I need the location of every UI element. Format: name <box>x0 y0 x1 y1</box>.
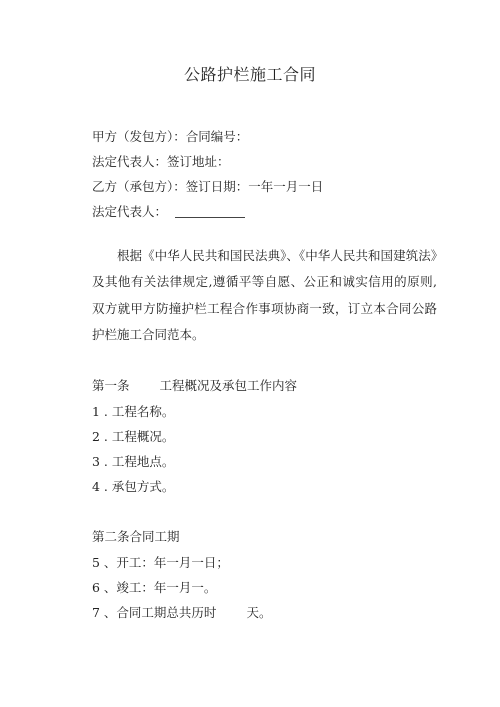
legal-rep-b-line <box>92 202 245 220</box>
document-title: 公路护栏施工合同 <box>183 65 316 84</box>
section-1-item: 3 . 工程地点。 <box>92 454 175 469</box>
legal-rep-b-label: 法定代表人： <box>92 204 168 219</box>
duration-unit: 天。 <box>246 605 272 620</box>
section-2-item: 5 、开工：年一月一日； <box>92 555 229 570</box>
legal-rep-a-line: 法定代表人：签订地址： <box>92 154 230 169</box>
section-2-item-duration <box>92 603 271 621</box>
section-1-item: 2 . 工程概况。 <box>92 429 175 444</box>
section-1-item: 4 . 承包方式。 <box>92 479 175 494</box>
section-1-item: 1 . 工程名称。 <box>92 404 175 419</box>
signature-blank-line <box>175 217 245 218</box>
duration-label: 7 、合同工期总共历时 <box>92 605 217 620</box>
section-1-heading <box>92 376 297 394</box>
party-a-line: 甲方（发包方）：合同编号： <box>92 129 249 144</box>
section-2-heading: 第二条合同工期 <box>92 529 180 544</box>
section-2-item: 6 、竣工：年一月一。 <box>92 580 217 595</box>
section-1-title: 工程概况及承包工作内容 <box>159 378 298 393</box>
intro-paragraph: 根据《中华人民共和国民法典》、《中华人民共和国建筑法》及其他有关法律规定,遵循平等自愿、公正和诚实信用的原则,双方就甲方防撞护栏工程合作事项协商一致，订立本合同公路护栏施工合同范本。 <box>92 248 437 342</box>
party-b-line: 乙方（承包方）：签订日期：一年一月一日 <box>92 179 324 194</box>
section-1-number: 第一条 <box>92 378 130 393</box>
